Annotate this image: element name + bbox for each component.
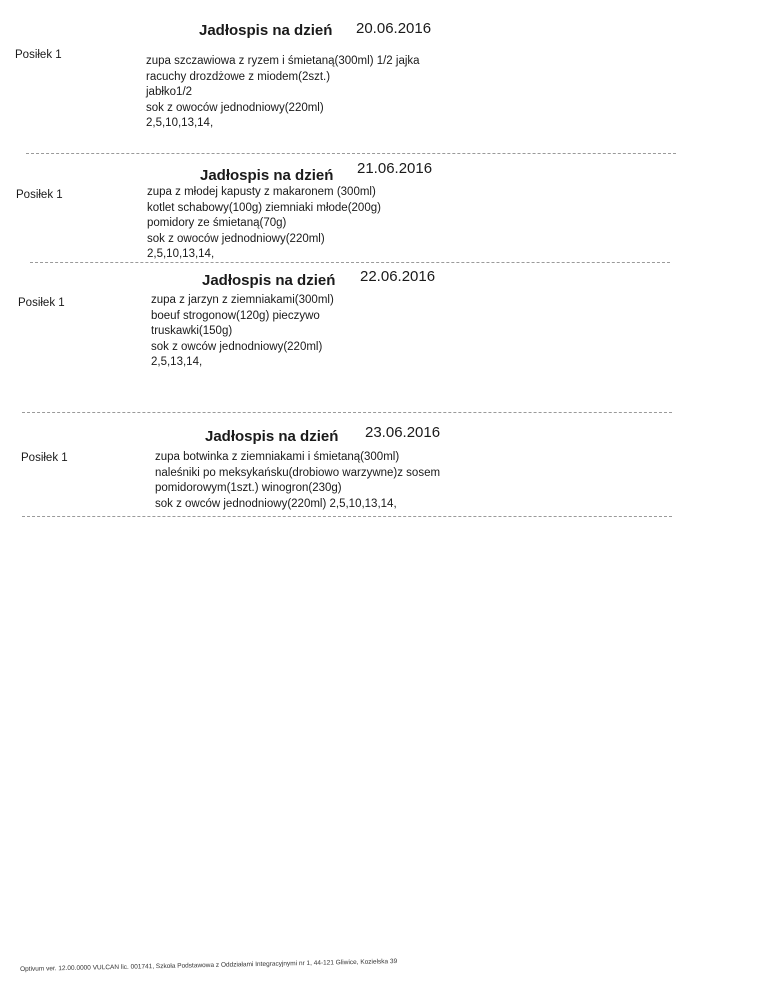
meal-item: naleśniki po meksykańsku(drobiowo warzywne)z sosem <box>155 466 441 479</box>
day-date: 23.06.2016 <box>365 424 441 441</box>
meal-items <box>146 54 420 132</box>
meal-item: kotlet schabowy(100g) ziemniaki młode(200g) <box>147 201 381 214</box>
meal-label: Posiłek 1 <box>15 49 62 61</box>
meal-label: Posiłek 1 <box>21 452 68 464</box>
separator-line <box>30 262 670 263</box>
meal-item: 2,5,10,13,14, <box>147 248 215 261</box>
day-date: 21.06.2016 <box>357 160 433 177</box>
meal-label: Posiłek 1 <box>18 297 65 309</box>
meal-items <box>147 185 381 263</box>
meal-item: zupa z młodej kapusty z makaronem (300ml) <box>147 186 376 198</box>
day-title: Jadłospis na dzień <box>202 272 336 289</box>
meal-item: zupa botwinka z ziemniakami i śmietaną(300ml) <box>155 451 400 463</box>
meal-items <box>155 450 440 512</box>
day-date: 22.06.2016 <box>360 268 436 285</box>
day-title: Jadłospis na dzień <box>199 22 333 39</box>
meal-items <box>151 293 334 371</box>
separator-line <box>26 153 676 154</box>
meal-item: zupa szczawiowa z ryzem i śmietaną(300ml) 1/2 jajka <box>146 55 420 67</box>
meal-item: sok z owców jednodniowy(220ml) 2,5,10,13,14, <box>155 497 397 510</box>
day-date: 20.06.2016 <box>356 20 432 37</box>
separator-line <box>22 412 672 413</box>
day-title: Jadłospis na dzień <box>205 428 339 445</box>
day-title: Jadłospis na dzień <box>200 167 334 184</box>
meal-item: 2,5,13,14, <box>151 356 203 369</box>
meal-item: 2,5,10,13,14, <box>146 117 214 130</box>
meal-item: pomidorowym(1szt.) winogron(230g) <box>155 482 342 495</box>
meal-item: racuchy drozdżowe z miodem(2szt.) <box>146 70 331 83</box>
meal-item: sok z owoców jednodniowy(220ml) <box>146 101 324 114</box>
meal-item: jabłko1/2 <box>146 86 193 99</box>
separator-line <box>22 516 672 517</box>
page-footer: Optivum ver. 12.00.0000 VULCAN lic. 001741, Szkoła Podstawowa z Oddziałami Integracyjnymi nr 1, 44-121 Gliwice, Kozielska 39 <box>20 958 398 973</box>
meal-item: truskawki(150g) <box>151 325 233 338</box>
meal-item: zupa z jarzyn z ziemniakami(300ml) <box>151 294 334 306</box>
meal-item: sok z owoców jednodniowy(220ml) <box>147 232 325 245</box>
meal-label: Posiłek 1 <box>16 189 63 201</box>
meal-item: pomidory ze śmietaną(70g) <box>147 217 287 230</box>
meal-item: sok z owców jednodniowy(220ml) <box>151 340 323 353</box>
meal-item: boeuf strogonow(120g) pieczywo <box>151 309 320 322</box>
